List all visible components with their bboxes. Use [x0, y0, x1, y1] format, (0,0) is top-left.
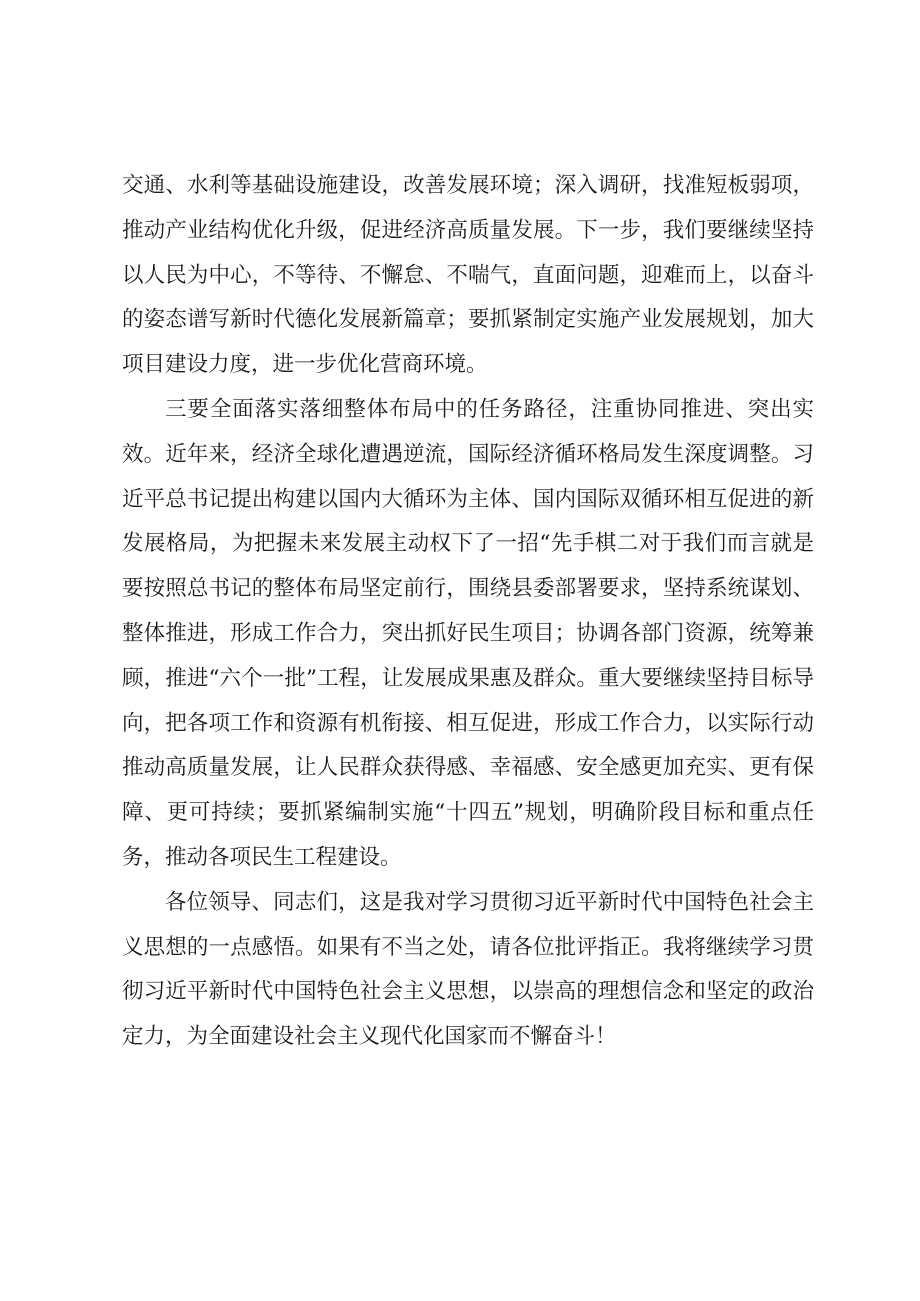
paragraph-continuation: 交通、水利等基础设施建设，改善发展环境；深入调研，找准短板弱项，推动产业结构优化升级，促进经济高质量发展。下一步，我们要继续坚持以人民为中心，不等待、不懈怠、不喘气，直面问题，迎难而上，以奋斗的姿态谱写新时代德化发展新篇章；要抓紧制定实施产业发展规划，加大项目建设力度，进一步优化营商环境。	[122, 173, 814, 378]
document-body	[122, 164, 814, 1060]
paragraph-point-three: 三要全面落实落细整体布局中的任务路径，注重协同推进、突出实效。近年来，经济全球化遭遇逆流，国际经济循环格局发生深度调整。习近平总书记提出构建以国内大循环为主体、国内国际双循环相互促进的新发展格局，为把握未来发展主动权下了一招“先手棋二对于我们而言就是要按照总书记的整体布局坚定前行，围绕县委部署要求，坚持系统谋划、整体推进，形成工作合力，突出抓好民生项目；协调各部门资源，统筹兼顾，推进“六个一批”工程，让发展成果惠及群众。重大要继续坚持目标导向，把各项工作和资源有机衔接、相互促进，形成工作合力，以实际行动推动高质量发展，让人民群众获得感、幸福感、安全感更加充实、更有保障、更可持续；要抓紧编制实施“十四五”规划，明确阶段目标和重点任务，推动各项民生工程建设。	[122, 396, 814, 870]
paragraph-closing: 各位领导、同志们，这是我对学习贯彻习近平新时代中国特色社会主义思想的一点感悟。如果有不当之处，请各位批评指正。我将继续学习贯彻习近平新时代中国特色社会主义思想，以崇高的理想信念和坚定的政治定力，为全面建设社会主义现代化国家而不懈奋斗！	[122, 889, 814, 1050]
